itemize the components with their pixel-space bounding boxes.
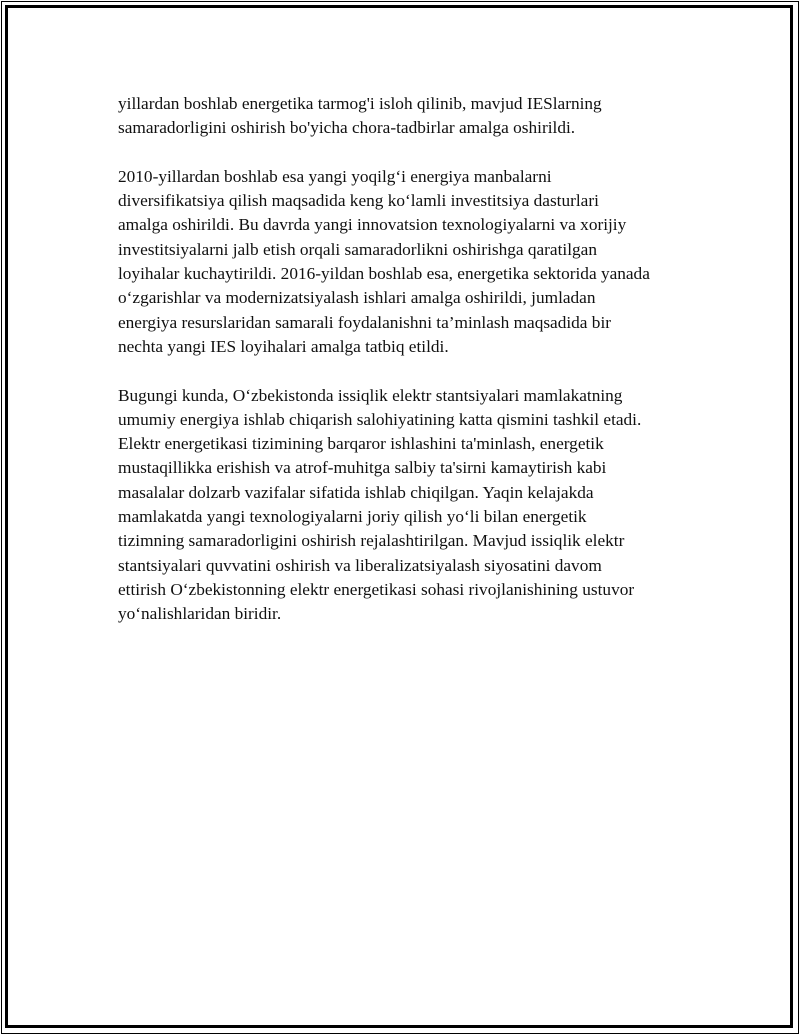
text-line: investitsiyalarni jalb etish orqali samaradorlikni oshirishga qaratilgan: [118, 239, 597, 259]
text-line: energiya resurslaridan samarali foydalanishni ta’minlash maqsadida bir: [118, 312, 611, 332]
text-line: nechta yangi IES loyihalari amalga tatbiq etildi.: [118, 336, 449, 356]
text-line: yo‘nalishlaridan biridir.: [118, 604, 282, 624]
text-line: tizimning samaradorligini oshirish rejalashtirilgan. Mavjud issiqlik elektr: [118, 531, 625, 551]
text-line: 2010-yillardan boshlab esa yangi yoqilg‘i energiya manbalarni: [118, 166, 552, 186]
paragraph-3: [118, 384, 718, 627]
text-line: Elektr energetikasi tizimining barqaror ishlashini ta'minlash, energetik: [118, 434, 604, 454]
text-line: stantsiyalari quvvatini oshirish va liberalizatsiyalash siyosatini davom: [118, 555, 602, 575]
text-line: masalalar dolzarb vazifalar sifatida ishlab chiqilgan. Yaqin kelajakda: [118, 482, 594, 502]
text-line: loyihalar kuchaytirildi. 2016-yildan boshlab esa, energetika sektorida yanada: [118, 264, 650, 284]
text-line: amalga oshirildi. Bu davrda yangi innovatsion texnologiyalarni va xorijiy: [118, 215, 627, 235]
text-line: o‘zgarishlar va modernizatsiyalash ishlari amalga oshirildi, jumladan: [118, 288, 596, 308]
text-line: umumiy energiya ishlab chiqarish salohiyatining katta qismini tashkil etadi.: [118, 409, 642, 429]
paragraph-2: [118, 165, 718, 359]
document-body: [118, 92, 718, 651]
text-line: Bugungi kunda, O‘zbekistonda issiqlik elektr stantsiyalari mamlakatning: [118, 385, 623, 405]
paragraph-1: [118, 92, 718, 141]
text-line: samaradorligini oshirish bo'yicha chora-tadbirlar amalga oshirildi.: [118, 118, 576, 138]
text-line: yillardan boshlab energetika tarmog'i isloh qilinib, mavjud IESlarning: [118, 94, 602, 113]
text-line: diversifikatsiya qilish maqsadida keng ko‘lamli investitsiya dasturlari: [118, 191, 599, 211]
text-line: mustaqillikka erishish va atrof-muhitga salbiy ta'sirni kamaytirish kabi: [118, 458, 607, 478]
text-line: mamlakatda yangi texnologiyalarni joriy qilish yo‘li bilan energetik: [118, 507, 587, 527]
text-line: ettirish O‘zbekistonning elektr energetikasi sohasi rivojlanishining ustuvor: [118, 579, 635, 599]
